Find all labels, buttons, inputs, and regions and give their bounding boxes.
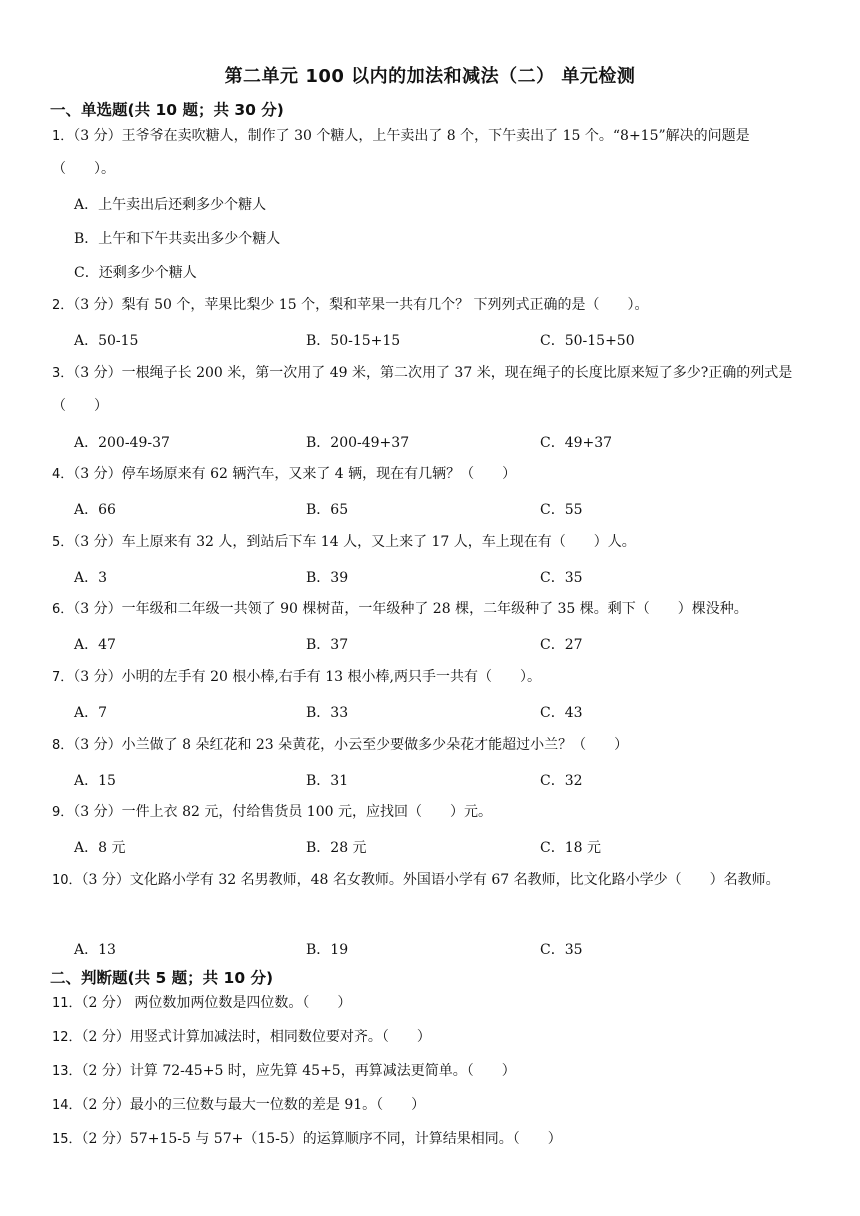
question-number: 14．	[52, 1098, 82, 1113]
option-a: A．8 元	[74, 840, 126, 856]
question-6-options	[74, 634, 814, 662]
question-15	[52, 1123, 812, 1156]
question-7	[52, 661, 812, 694]
option-a: A．15	[74, 773, 116, 789]
question-number: 5．	[52, 535, 74, 550]
question-1-option-c: C．还剩多少个糖人	[74, 265, 197, 281]
question-text: （2 分）57+15-5 与 57+（15-5）的运算顺序不同，计算结果相同。（ ）	[81, 1131, 562, 1147]
option-c: C．50-15+50	[540, 333, 635, 349]
question-text: （3 分）小明的左手有 20 根小棒,右手有 13 根小棒,两只手一共有（ ）。	[73, 669, 541, 685]
question-3-options	[74, 432, 814, 460]
question-12	[52, 1021, 812, 1054]
question-text: （2 分）计算 72-45+5 时，应先算 45+5，再算减法更简单。（ ）	[81, 1063, 516, 1079]
option-c: C．55	[540, 502, 583, 518]
question-number: 12．	[52, 1030, 82, 1045]
section-heading-true-false: 二、判断题(共 5 题；共 10 分)	[50, 969, 274, 987]
question-number: 1．	[52, 129, 74, 144]
question-text: （3 分）梨有 50 个，苹果比梨少 15 个，梨和苹果一共有几个？ 下列列式正确的是（ ）。	[73, 297, 649, 313]
option-c: C．35	[540, 942, 583, 958]
question-10-options	[74, 939, 814, 967]
question-text: （2 分） 两位数加两位数是四位数。（ ）	[81, 995, 352, 1011]
option-b: B．31	[306, 773, 349, 789]
question-text: （2 分）用竖式计算加减法时，相同数位要对齐。（ ）	[81, 1029, 431, 1045]
option-a: A．66	[74, 502, 116, 518]
question-10	[52, 864, 812, 897]
question-text: （3 分）文化路小学有 32 名男教师，48 名女教师。外国语小学有 67 名教师，比文化路小学少（ ）名教师。	[81, 872, 780, 888]
question-number: 4．	[52, 467, 74, 482]
question-9-options	[74, 837, 814, 865]
question-number: 13．	[52, 1064, 82, 1079]
question-number: 11．	[52, 996, 82, 1011]
page-title: 第二单元 100 以内的加法和减法（二） 单元检测	[224, 66, 636, 87]
option-a: A．50-15	[74, 333, 139, 349]
question-3	[52, 357, 812, 423]
question-text: （3 分）王爷爷在卖吹糖人，制作了 30 个糖人，上午卖出了 8 个，下午卖出了 15 个。“8+15”解决的问题是（ ）。	[52, 128, 750, 177]
option-a: A．7	[74, 705, 108, 721]
question-6	[52, 593, 832, 626]
option-a: A．200-49-37	[74, 435, 170, 451]
option-a: A．13	[74, 942, 116, 958]
question-4-options	[74, 499, 814, 527]
question-1-option-b: B．上午和下午共卖出多少个糖人	[74, 231, 281, 247]
question-text: （3 分）一件上衣 82 元，付给售货员 100 元，应找回（ ）元。	[73, 804, 492, 820]
question-9	[52, 796, 812, 829]
question-number: 6．	[52, 602, 74, 617]
option-c: C．49+37	[540, 435, 613, 451]
question-1	[52, 120, 812, 186]
option-b: B．200-49+37	[306, 435, 410, 451]
option-b: B．33	[306, 705, 349, 721]
question-text: （3 分）小兰做了 8 朵红花和 23 朵黄花，小云至少要做多少朵花才能超过小兰？（ ）	[73, 737, 629, 753]
question-8	[52, 729, 812, 762]
option-b: B．50-15+15	[306, 333, 401, 349]
option-c: C．32	[540, 773, 583, 789]
question-text: （3 分）停车场原来有 62 辆汽车，又来了 4 辆，现在有几辆？（ ）	[73, 466, 517, 482]
option-b: B．19	[306, 942, 349, 958]
option-b: B．28 元	[306, 840, 367, 856]
question-number: 7．	[52, 670, 74, 685]
question-14	[52, 1089, 812, 1122]
option-a: A．47	[74, 637, 116, 653]
option-b: B．39	[306, 570, 349, 586]
question-5-options	[74, 567, 814, 595]
option-a: A．3	[74, 570, 108, 586]
question-number: 9．	[52, 805, 74, 820]
question-13	[52, 1055, 812, 1088]
section-heading-single-choice: 一、单选题(共 10 题；共 30 分)	[50, 101, 284, 119]
question-number: 15．	[52, 1132, 82, 1147]
question-text: （3 分）一年级和二年级一共领了 90 棵树苗，一年级种了 28 棵，二年级种了 35 棵。剩下（ ）棵没种。	[73, 601, 748, 617]
question-number: 2．	[52, 298, 74, 313]
option-c: C．18 元	[540, 840, 601, 856]
question-1-option-a: A．上午卖出后还剩多少个糖人	[74, 197, 267, 213]
question-text: （3 分）车上原来有 32 人，到站后下车 14 人，又上来了 17 人，车上现在有（ ）人。	[73, 534, 636, 550]
question-number: 8．	[52, 738, 74, 753]
question-5	[52, 526, 812, 559]
question-11	[52, 987, 812, 1020]
question-number: 10．	[52, 873, 82, 888]
question-text: （3 分）一根绳子长 200 米，第一次用了 49 米，第二次用了 37 米，现在绳子的长度比原来短了多少?正确的列式是（ ）	[52, 365, 793, 414]
question-text: （2 分）最小的三位数与最大一位数的差是 91。（ ）	[81, 1097, 426, 1113]
option-b: B．65	[306, 502, 349, 518]
option-c: C．35	[540, 570, 583, 586]
question-4	[52, 458, 812, 491]
question-2-options	[74, 330, 814, 358]
question-2	[52, 289, 812, 322]
option-c: C．43	[540, 705, 583, 721]
option-c: C．27	[540, 637, 583, 653]
question-7-options	[74, 702, 814, 730]
question-number: 3．	[52, 366, 74, 381]
option-b: B．37	[306, 637, 349, 653]
question-8-options	[74, 770, 814, 798]
